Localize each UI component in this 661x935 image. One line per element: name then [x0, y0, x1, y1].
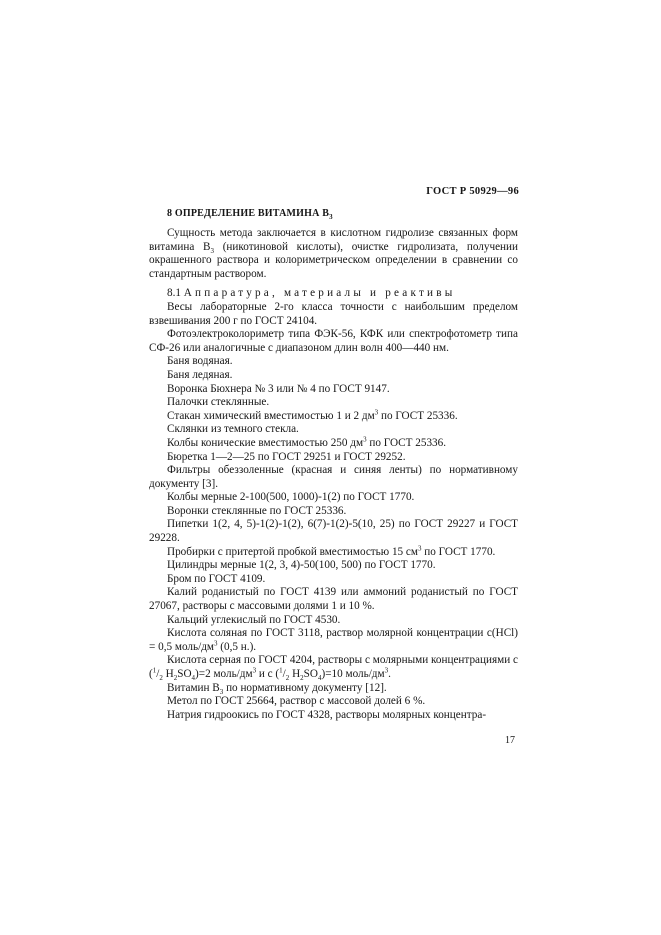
- formula-subscript: 2: [173, 674, 178, 683]
- section-title-subscript: 3: [329, 213, 333, 221]
- item-text: Стакан химический вместимостью 1 и 2 дм: [167, 409, 375, 422]
- list-item: [149, 437, 518, 451]
- item-text: (0,5 н.).: [217, 640, 257, 653]
- intro-text-a: Сущность метода заключается в кислотном гидролизе связанных форм витамина B: [149, 227, 518, 253]
- list-item: Фотоэлектроколориметр типа ФЭК-56, КФК или спектрофотометр типа СФ-26 или аналогичные с диапазоном длин волн 400—440 нм.: [149, 328, 518, 354]
- subsection-number: 8.1: [167, 287, 184, 300]
- fraction-denominator: 2: [159, 674, 163, 683]
- subsection-title: Аппаратура, материалы и реактивы: [183, 287, 456, 300]
- list-item: Цилиндры мерные 1(2, 3, 4)-50(100, 500) по ГОСТ 1770.: [167, 559, 436, 572]
- item-text: по ГОСТ 25336.: [378, 409, 458, 422]
- formula-subscript: 4: [317, 674, 322, 683]
- list-item: Бюретка 1—2—25 по ГОСТ 29251 и ГОСТ 29252.: [167, 450, 406, 463]
- list-item: Воронка Бюхнера № 3 или № 4 по ГОСТ 9147.: [167, 382, 390, 395]
- list-item: Палочки стеклянные.: [167, 396, 270, 409]
- list-item: [149, 654, 518, 681]
- item-text: Пробирки с притертой пробкой вместимостью 15 см: [167, 545, 418, 558]
- fraction-denominator: 2: [285, 674, 290, 683]
- item-subscript: 3: [219, 687, 224, 696]
- section-title: [167, 208, 333, 219]
- item-text: Кислота соляная по ГОСТ 3118, раствор молярной концентрации c(HCl) = 0,5 моль/дм: [149, 627, 518, 653]
- fraction-numerator: 1: [152, 666, 157, 675]
- item-text: по ГОСТ 1770.: [421, 545, 496, 558]
- formula-text: SO: [303, 668, 318, 680]
- item-superscript: 3: [384, 666, 389, 675]
- formula-text: H: [162, 668, 174, 680]
- item-text: Витамин B: [167, 681, 220, 694]
- item-text: .: [388, 668, 391, 680]
- list-item: Калий роданистый по ГОСТ 4139 или аммоний роданистый по ГОСТ 27067, растворы с массовыми долями 1 и 10 %.: [149, 586, 518, 613]
- list-item: Кальций углекислый по ГОСТ 4530.: [167, 613, 341, 626]
- item-text: и c (: [256, 668, 280, 680]
- subsection-heading: [149, 287, 518, 301]
- formula-text: SO: [177, 668, 192, 680]
- fraction-slash: /: [156, 668, 160, 680]
- intro-paragraph: [149, 227, 518, 281]
- item-text: )=2 моль/дм: [195, 668, 253, 680]
- standard-header: ГОСТ Р 50929—96: [426, 186, 519, 197]
- item-superscript: 3: [363, 435, 367, 444]
- list-item: Бром по ГОСТ 4109.: [167, 572, 266, 585]
- list-item: Баня водяная.: [167, 355, 233, 368]
- list-item: [149, 407, 518, 424]
- item-superscript: 3: [213, 639, 218, 648]
- document-body: [149, 227, 518, 722]
- intro-text-c: (никотиновой кислоты), очистке гидролизата, получении окрашенного раствора и колориметрическом определении в сравнении со стандартным раствором.: [149, 240, 518, 280]
- item-superscript: 3: [374, 407, 379, 416]
- list-item: Весы лабораторные 2-го класса точности с наибольшим пределом взвешивания 200 г по ГОСТ 24104.: [149, 300, 518, 327]
- section-title-text: 8 ОПРЕДЕЛЕНИЕ ВИТАМИНА B: [167, 208, 330, 219]
- list-item: Фильтры обеззоленные (красная и синяя ленты) по нормативному документу [3].: [149, 464, 518, 490]
- fraction-slash: /: [282, 668, 286, 680]
- formula-subscript: 2: [300, 674, 304, 683]
- list-item: Баня ледяная.: [167, 368, 233, 381]
- list-item: [149, 627, 518, 654]
- list-item: Колбы мерные 2-100(500, 1000)-1(2) по ГОСТ 1770.: [167, 491, 415, 504]
- list-item: [149, 543, 518, 560]
- formula-text: H: [289, 668, 301, 680]
- item-text: )=10 моль/дм: [321, 668, 385, 680]
- fraction-numerator: 1: [279, 666, 283, 675]
- list-item: Натрия гидроокись по ГОСТ 4328, растворы молярных концентра-: [167, 708, 487, 721]
- item-superscript: 3: [417, 543, 422, 552]
- item-superscript: 3: [252, 666, 257, 675]
- page-number: 17: [505, 735, 515, 746]
- intro-subscript: 3: [210, 246, 214, 255]
- list-item: Метол по ГОСТ 25664, раствор с массовой долей 6 %.: [167, 695, 426, 708]
- formula-subscript: 4: [191, 674, 196, 683]
- item-text: Колбы конические вместимостью 250 дм: [167, 436, 364, 449]
- item-text: по ГОСТ 25336.: [366, 436, 447, 449]
- item-text: Кислота серная по ГОСТ 4204, растворы с молярными концентрациями c (: [149, 654, 518, 680]
- item-text: по нормативному документу [12].: [223, 681, 387, 694]
- list-item: Пипетки 1(2, 4, 5)-1(2)-1(2), 6(7)-1(2)-5(10, 25) по ГОСТ 29227 и ГОСТ 29228.: [149, 518, 518, 545]
- list-item: Воронки стеклянные по ГОСТ 25336.: [167, 504, 347, 517]
- list-item: [149, 682, 518, 696]
- list-item: Склянки из темного стекла.: [167, 423, 299, 436]
